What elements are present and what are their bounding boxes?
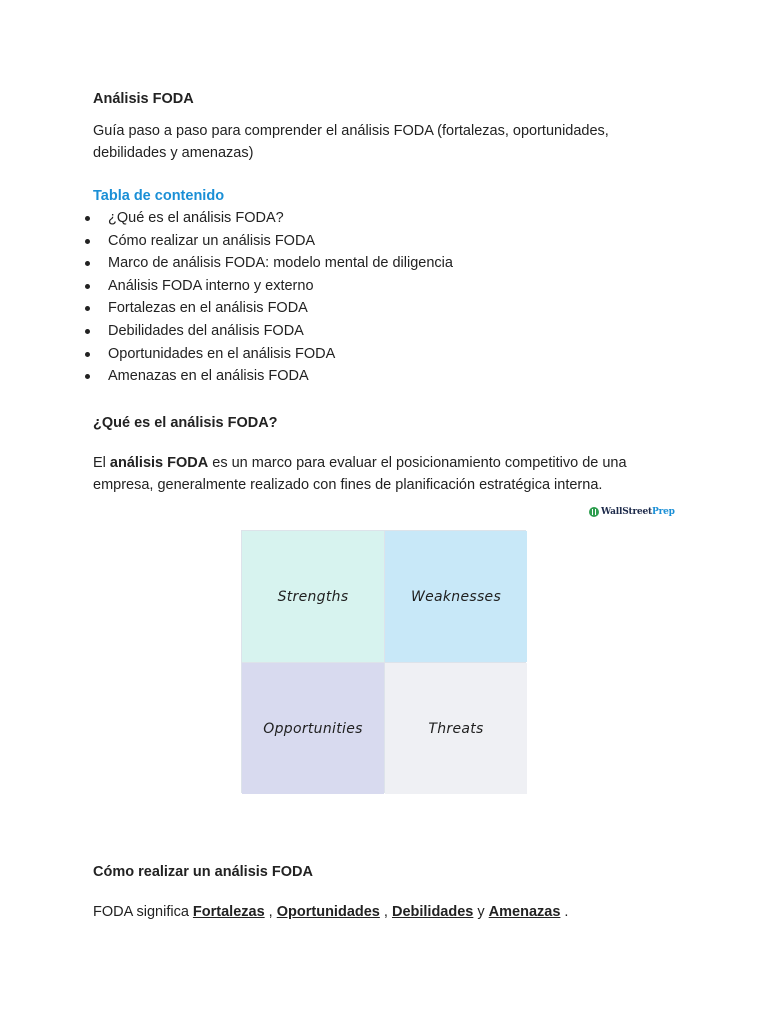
toc-item-label: Amenazas en el análisis FODA bbox=[108, 368, 309, 385]
swot-weaknesses-cell bbox=[385, 531, 527, 662]
para-text: El bbox=[93, 454, 110, 471]
section-heading-what-is: ¿Qué es el análisis FODA? bbox=[93, 414, 278, 431]
swot-matrix bbox=[241, 530, 526, 793]
toc-item[interactable] bbox=[93, 297, 673, 320]
bullet-icon bbox=[85, 374, 90, 379]
toc-item-label: Oportunidades en el análisis FODA bbox=[108, 345, 336, 362]
para-separator: , bbox=[379, 904, 392, 920]
para-separator: , bbox=[264, 904, 277, 920]
swot-threats-cell bbox=[385, 663, 527, 794]
toc-item[interactable] bbox=[93, 275, 673, 298]
section-how-to bbox=[93, 861, 673, 923]
logo-text-wallstreet: WallStreet bbox=[601, 507, 653, 517]
toc-item[interactable] bbox=[93, 343, 673, 366]
logo-text-prep: Prep bbox=[652, 507, 675, 517]
para-separator: y bbox=[473, 904, 489, 920]
bullet-icon bbox=[85, 239, 90, 244]
bullet-icon bbox=[85, 352, 90, 357]
para-text: FODA significa bbox=[93, 904, 193, 920]
section-paragraph-how-to bbox=[93, 901, 663, 923]
toc-item-label: Fortalezas en el análisis FODA bbox=[108, 300, 308, 317]
link-fortalezas[interactable]: Fortalezas bbox=[192, 904, 265, 920]
swot-opportunities-label: Opportunities bbox=[263, 720, 363, 737]
toc-heading: Tabla de contenido bbox=[93, 188, 225, 204]
para-end: . bbox=[560, 904, 569, 920]
link-debilidades[interactable]: Debilidades bbox=[391, 904, 474, 920]
toc-item[interactable] bbox=[93, 230, 673, 253]
section-paragraph-what-is bbox=[93, 452, 663, 496]
section-heading-how-to: Cómo realizar un análisis FODA bbox=[93, 864, 313, 880]
swot-strengths-label: Strengths bbox=[277, 588, 349, 605]
para-text: es un marco para evaluar el posicionamiento competitivo de una empresa, generalmente realizado con fines de planificación estratégica interna. bbox=[93, 454, 627, 493]
page-title: Análisis FODA bbox=[93, 91, 194, 107]
link-oportunidades[interactable]: Oportunidades bbox=[276, 904, 380, 920]
document-content bbox=[93, 88, 673, 496]
swot-strengths-cell bbox=[242, 531, 384, 662]
toc-item[interactable] bbox=[93, 252, 673, 275]
bullet-icon bbox=[85, 261, 90, 266]
toc-item-label: Debilidades del análisis FODA bbox=[108, 322, 304, 339]
toc-item-label: ¿Qué es el análisis FODA? bbox=[108, 210, 284, 226]
bullet-icon bbox=[85, 306, 90, 311]
logo-icon bbox=[589, 507, 599, 517]
toc-item-label: Cómo realizar un análisis FODA bbox=[108, 232, 316, 249]
page-subtitle: Guía paso a paso para comprender el análisis FODA (fortalezas, oportunidades, debilidades y amenazas) bbox=[93, 123, 609, 161]
toc-item-label: Análisis FODA interno y externo bbox=[108, 277, 314, 294]
swot-threats-label: Threats bbox=[428, 720, 484, 737]
toc-item[interactable] bbox=[93, 207, 673, 230]
swot-weaknesses-label: Weaknesses bbox=[410, 588, 502, 605]
toc-item[interactable] bbox=[93, 365, 673, 388]
para-bold-term: análisis FODA bbox=[109, 454, 209, 471]
wallstreetprep-logo bbox=[589, 506, 675, 518]
bullet-icon bbox=[85, 284, 90, 289]
bullet-icon bbox=[85, 329, 90, 334]
toc-item[interactable] bbox=[93, 320, 673, 343]
bullet-icon bbox=[85, 216, 90, 221]
toc-item-label: Marco de análisis FODA: modelo mental de diligencia bbox=[108, 255, 453, 272]
toc-list bbox=[93, 207, 673, 388]
swot-opportunities-cell bbox=[242, 663, 384, 794]
link-amenazas[interactable]: Amenazas bbox=[488, 904, 561, 920]
